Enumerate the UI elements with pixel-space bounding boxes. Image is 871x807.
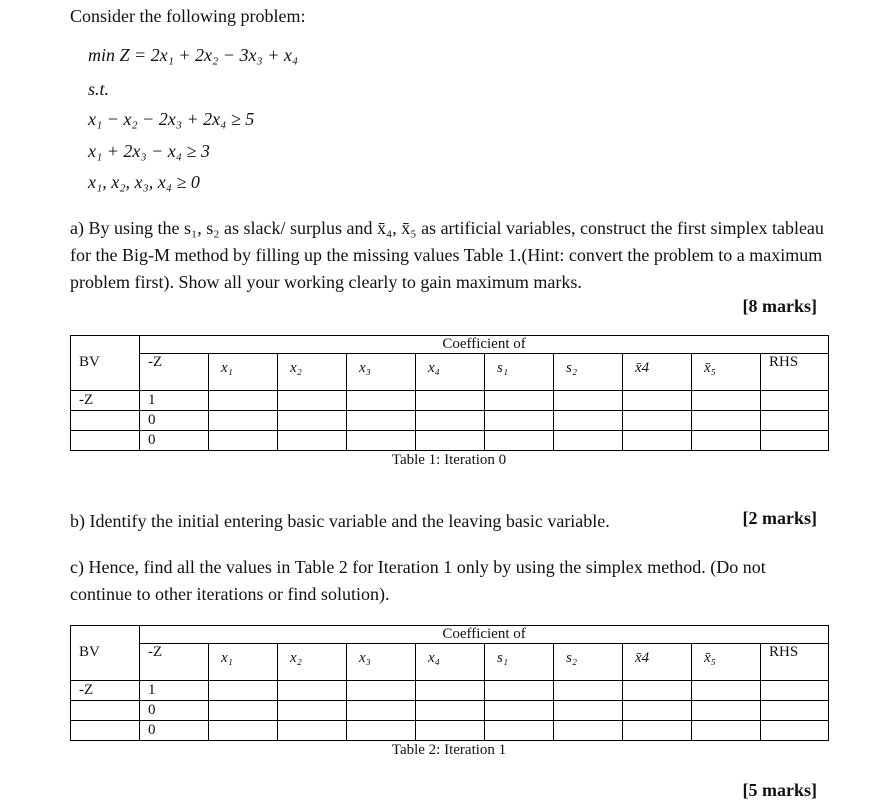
header-bv: BV xyxy=(71,354,140,391)
table-2 xyxy=(70,625,829,741)
header-x4: x₄ xyxy=(416,644,485,681)
header-artificial-x5: x̄₅ xyxy=(692,354,761,391)
table-row xyxy=(71,721,829,741)
header-x1: x₁ xyxy=(209,644,278,681)
header-x3: x₃ xyxy=(347,354,416,391)
header-x2: x₂ xyxy=(278,354,347,391)
z-cell: 0 xyxy=(140,701,209,721)
bv-cell: -Z xyxy=(71,681,140,701)
z-cell: 0 xyxy=(140,431,209,451)
intro-text: Consider the following problem: xyxy=(70,6,306,26)
bv-cell: -Z xyxy=(71,391,140,411)
table-1-caption: Table 1: Iteration 0 xyxy=(391,452,507,468)
bv-cell xyxy=(71,701,140,721)
table-row xyxy=(71,411,829,431)
table-1 xyxy=(70,335,829,451)
coefficient-header: Coefficient of xyxy=(140,336,829,354)
header-x3: x₃ xyxy=(347,644,416,681)
objective-function: min Z = 2x₁ + 2x₂ − 3x₃ + x₄ xyxy=(88,45,299,65)
subject-to: s.t. xyxy=(88,79,110,99)
header-x4: x₄ xyxy=(416,354,485,391)
header-x2: x₂ xyxy=(278,644,347,681)
header-z: -Z xyxy=(140,644,209,681)
part-b-text: b) Identify the initial entering basic variable and the leaving basic variable. xyxy=(70,511,610,531)
header-z: -Z xyxy=(140,354,209,391)
header-rhs: RHS xyxy=(761,354,829,391)
bv-cell xyxy=(71,411,140,431)
header-artificial-x5: x̄₅ xyxy=(692,644,761,681)
header-rhs: RHS xyxy=(761,644,829,681)
header-s1: s₁ xyxy=(485,644,554,681)
table-row xyxy=(71,431,829,451)
table-row xyxy=(71,701,829,721)
z-cell: 0 xyxy=(140,721,209,741)
part-a-text: a) By using the s₁, s₂ as slack/ surplus and x̄₄, x̄₅ as artificial variables, construct the first simplex tableau for the Big-M method by filling up the missing values Table 1.(Hint: convert the problem to a maximum problem first). Show all your working clearly to gain maximum marks. xyxy=(70,218,824,292)
header-spacer xyxy=(71,336,140,354)
bv-cell xyxy=(71,431,140,451)
header-bv: BV xyxy=(71,644,140,681)
constraint-2: x₁ + 2x₃ − x₄ ≥ 3 xyxy=(88,141,210,161)
coefficient-header: Coefficient of xyxy=(140,626,829,644)
part-c-text: c) Hence, find all the values in Table 2 for Iteration 1 only by using the simplex method. (Do not continue to other iterations or find solution). xyxy=(70,557,766,604)
z-cell: 0 xyxy=(140,411,209,431)
header-s2: s₂ xyxy=(554,354,623,391)
bv-cell xyxy=(71,721,140,741)
header-artificial-x4: x̄4 xyxy=(623,644,692,681)
header-x1: x₁ xyxy=(209,354,278,391)
header-s1: s₁ xyxy=(485,354,554,391)
nonnegativity-constraint: x₁, x₂, x₃, x₄ ≥ 0 xyxy=(88,172,200,192)
part-c-marks: [5 marks] xyxy=(742,780,817,800)
header-spacer xyxy=(71,626,140,644)
z-cell: 1 xyxy=(140,681,209,701)
table-row xyxy=(71,391,829,411)
header-artificial-x4: x̄4 xyxy=(623,354,692,391)
constraint-1: x₁ − x₂ − 2x₃ + 2x₄ ≥ 5 xyxy=(88,109,255,129)
z-cell: 1 xyxy=(140,391,209,411)
table-row xyxy=(71,681,829,701)
part-a-marks: [8 marks] xyxy=(742,296,817,316)
part-b-marks: [2 marks] xyxy=(742,508,817,528)
table-2-caption: Table 2: Iteration 1 xyxy=(391,742,507,758)
header-s2: s₂ xyxy=(554,644,623,681)
